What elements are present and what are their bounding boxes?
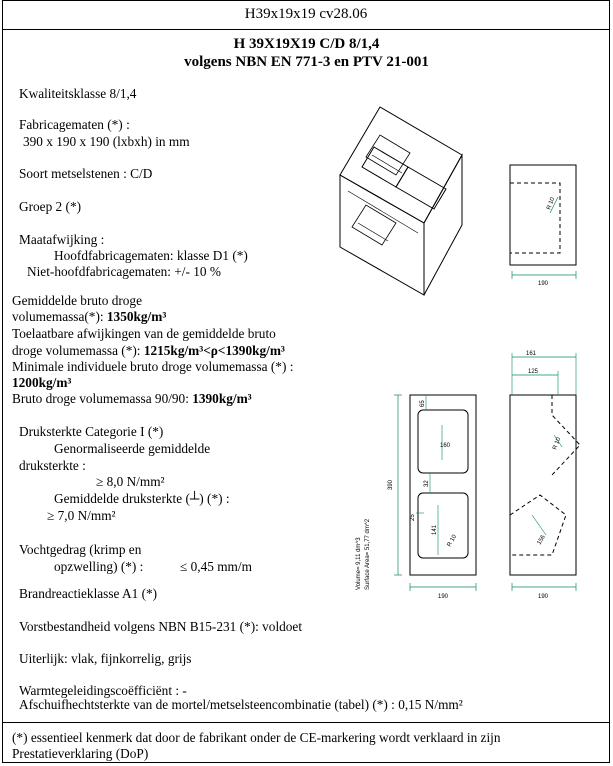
uiterlijk: Uiterlijk: vlak, fijnkorrelig, grijs	[19, 651, 192, 666]
dim-side-width: 190	[538, 281, 549, 287]
block-technical-drawing	[300, 95, 600, 615]
maatafwijking-niet: Niet-hoofdfabricagematen: +/- 10 %	[27, 264, 221, 279]
dim-d: 141	[432, 524, 438, 535]
toelaatbaar-value-line: droge volumemassa (*): 1215kg/m³<ρ<1390kg/m³	[12, 343, 285, 358]
dim-e: 25	[410, 514, 416, 521]
isometric-block-view	[340, 107, 462, 295]
warmtegeleiding: Warmtegeleidingscoëfficiënt : -	[19, 683, 187, 698]
dim-top-2: 125	[528, 369, 539, 375]
dim-j: 156	[536, 534, 547, 546]
druksterkte-genormaliseerd-1: Genormaliseerde gemiddelde	[54, 441, 211, 456]
toelaatbaar-value: 1215kg/m³<ρ<1390kg/m³	[143, 343, 285, 358]
toelaatbaar-label: Toelaatbare afwijkingen van de gemiddelde bruto	[12, 326, 276, 341]
minimale-value: 1200kg/m³	[12, 375, 72, 390]
bruto-value: 1350kg/m³	[106, 309, 167, 324]
dim-top-1: 161	[526, 351, 537, 357]
dim-b: 160	[440, 443, 451, 449]
afschuifhechtsterkte: Afschuifhechtsterkte van de mortel/metselsteencombinatie (tabel) (*) : 0,15 N/mm²	[19, 697, 463, 712]
volume-label: Volume= 9,11 dm^3	[356, 537, 362, 590]
maatafwijking-label: Maatafwijking :	[19, 232, 105, 247]
side-view-top	[510, 165, 576, 279]
druksterkte-categorie: Druksterkte Categorie I (*)	[19, 424, 164, 439]
bruto-9090-line: Bruto droge volumemassa 90/90: 1390kg/m³	[12, 391, 252, 406]
minimale-label: Minimale individuele bruto droge volumemassa (*) :	[12, 359, 294, 374]
section-view	[510, 353, 580, 591]
surface-area-label: Surface Area= 51,77 dm^2	[365, 518, 371, 590]
document-header: H39x19x19 cv28.06	[2, 0, 610, 30]
bruto-value-line: volumemassa(*): 1350kg/m³	[12, 309, 167, 324]
groep: Groep 2 (*)	[19, 199, 82, 214]
footnote-line-1: (*) essentieel kenmerk dat door de fabrikant onder de CE-markering wordt verklaard in zijn	[12, 730, 501, 745]
druksterkte-gemiddeld-value: ≥ 7,0 N/mm²	[47, 508, 116, 523]
vochtgedrag-2: opzwelling) (*) :	[54, 559, 144, 574]
bruto-9090-value: 1390kg/m³	[192, 391, 252, 406]
dim-section-width: 190	[538, 594, 549, 600]
druksterkte-gemiddeld: Gemiddelde druksterkte (┴) (*) :	[54, 491, 230, 506]
front-view	[394, 395, 476, 591]
dim-c: 32	[424, 480, 430, 487]
dim-a: 65	[420, 400, 426, 407]
vorstbestandheid: Vorstbestandheid volgens NBN B15-231 (*): voldoet	[19, 619, 303, 634]
dim-front-height: 390	[388, 479, 394, 490]
dim-side-radius: R 10	[546, 196, 557, 211]
kwaliteitsklasse: Kwaliteitsklasse 8/1,4	[19, 86, 137, 101]
maatafwijking-hoofd: Hoofdfabricagematen: klasse D1 (*)	[54, 248, 248, 263]
footnote-line-2: Prestatieverklaring (DoP)	[12, 746, 149, 761]
vochtgedrag-1: Vochtgedrag (krimp en	[19, 542, 142, 557]
druksterkte-genormaliseerd-2: druksterkte :	[19, 458, 86, 473]
brandreactieklasse: Brandreactieklasse A1 (*)	[19, 586, 158, 601]
soort-metselstenen: Soort metselstenen : C/D	[19, 166, 153, 181]
product-title: H 39X19X19 C/D 8/1,4	[233, 36, 380, 52]
product-subtitle: volgens NBN EN 771-3 en PTV 21-001	[184, 54, 429, 70]
dim-front-width: 190	[438, 594, 449, 600]
dim-h: R 10	[552, 436, 563, 451]
fabricagematen-label: Fabricagematen (*) :	[19, 117, 130, 132]
bruto-label: Gemiddelde bruto droge	[12, 293, 142, 308]
vochtgedrag-value: ≤ 0,45 mm/m	[180, 559, 252, 574]
druksterkte-genormaliseerd-value: ≥ 8,0 N/mm²	[96, 474, 165, 489]
fabricagematen-value: 390 x 190 x 190 (lxbxh) in mm	[23, 134, 190, 149]
dim-g: R 10	[446, 534, 459, 548]
